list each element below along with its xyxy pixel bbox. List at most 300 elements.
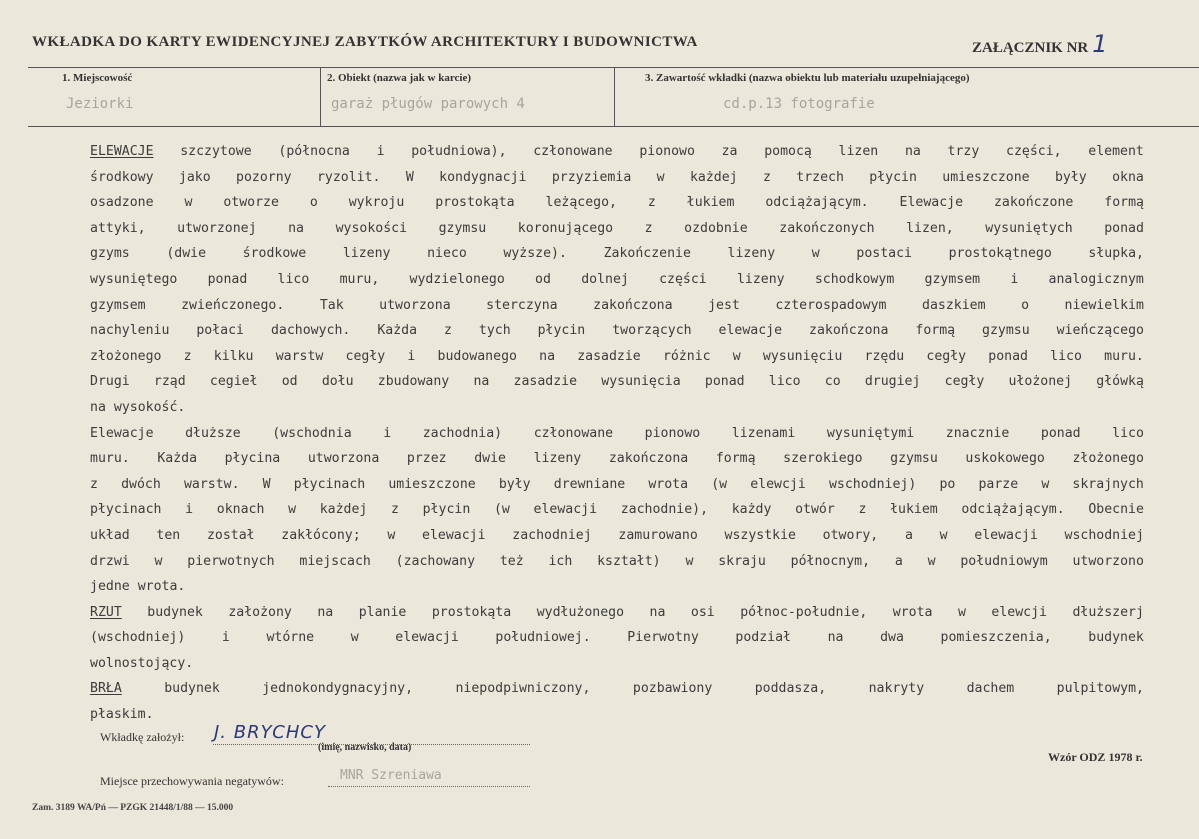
word: niewielkim — [1064, 297, 1144, 313]
word: każdej — [689, 169, 738, 185]
word: o — [1021, 297, 1030, 313]
word: lizeny — [727, 246, 776, 262]
word: północnym, — [790, 553, 871, 569]
text-line — [90, 600, 1144, 626]
word: założony — [228, 604, 292, 620]
word: trzy — [947, 144, 980, 159]
word: dwa — [880, 630, 904, 646]
text-line — [90, 344, 1144, 370]
word: Elewacje — [899, 195, 964, 211]
annex-label-text: ZAŁĄCZNIK NR — [972, 40, 1089, 56]
word: zakończone — [993, 195, 1074, 211]
word: oknach — [216, 502, 265, 518]
word: gzymsu — [982, 323, 1030, 339]
word: szerokiego — [783, 451, 863, 467]
word: skrajnych — [1072, 476, 1144, 492]
word: zakończona — [608, 451, 689, 467]
word: kilku — [213, 348, 254, 364]
word: dłuższerj — [1072, 604, 1144, 620]
word: były — [498, 476, 531, 492]
text-line — [90, 472, 1144, 498]
word: z — [647, 195, 656, 211]
word: (wschodnia — [272, 425, 352, 441]
word: na — [90, 399, 106, 415]
word: zachodnie), — [620, 502, 709, 518]
word: analogicznym — [1048, 271, 1144, 287]
word: gzymsem — [90, 297, 146, 313]
word: otworze — [223, 195, 279, 211]
word: części — [659, 271, 707, 287]
word: w — [811, 246, 820, 262]
word: zachodnia) — [422, 425, 503, 441]
word: Każda — [377, 323, 418, 339]
word: wydzielonego — [409, 271, 505, 287]
word: warstw — [275, 348, 324, 364]
text-line — [90, 446, 1144, 472]
word: ponad — [1104, 220, 1144, 236]
word: od — [281, 374, 298, 390]
word: Drugi — [90, 374, 130, 390]
word: południowej. — [495, 630, 591, 646]
word: schodkowym — [814, 271, 895, 287]
word: utworzono — [1072, 553, 1144, 569]
section-heading: ELEWACJE — [90, 144, 154, 159]
word: w — [387, 527, 396, 543]
word: postaci — [856, 246, 912, 262]
word: pulpitowym, — [1056, 681, 1144, 697]
word: na — [827, 630, 844, 646]
word: jest — [708, 297, 740, 313]
word: skraju — [718, 553, 766, 569]
word: zasadzie — [513, 374, 578, 390]
word: odciążającym. — [765, 195, 869, 211]
word: umieszczone — [942, 169, 1030, 185]
word: poddasza, — [754, 681, 827, 697]
word: wysuniętymi — [826, 425, 915, 441]
text-line — [90, 369, 1144, 395]
word: elewacje — [718, 323, 783, 339]
word: w — [288, 502, 297, 518]
word: wieńczącego — [1056, 323, 1144, 339]
word: na — [904, 144, 921, 159]
word: drewniane — [553, 476, 626, 492]
word: na — [539, 348, 556, 364]
word: osi — [690, 604, 715, 620]
word: trzech — [796, 169, 844, 185]
word: łukiem — [686, 195, 735, 211]
word: dachem — [966, 681, 1015, 697]
word: muru. — [1104, 348, 1144, 364]
word: też — [499, 553, 524, 569]
word: budowanego — [437, 348, 517, 364]
word: słupka, — [1088, 246, 1144, 262]
word: wrota — [648, 476, 689, 492]
word: z — [183, 348, 192, 364]
word: i — [383, 425, 392, 441]
text-line — [90, 293, 1144, 319]
word: cegieł — [209, 374, 258, 390]
word: płycin — [422, 502, 471, 518]
word: Każda — [157, 451, 198, 467]
word: formą — [1104, 195, 1144, 211]
word: szczytowe — [180, 144, 252, 159]
field-value: garaż pługów parowych 4 — [331, 96, 525, 112]
text-line — [90, 651, 1144, 677]
field-label: 2. Obiekt (nazwa jak w karcie) — [327, 72, 472, 84]
word: wysuniętych — [985, 220, 1073, 236]
word: ponad — [988, 348, 1028, 364]
word: co — [824, 374, 841, 390]
word: parze — [978, 476, 1019, 492]
word: na — [288, 220, 304, 236]
word: z — [858, 502, 867, 518]
word: muru. — [90, 451, 130, 467]
text-line — [90, 318, 1144, 344]
section-heading: BRŁA — [90, 681, 122, 697]
word: pomieszczenia, — [940, 630, 1052, 646]
word: attyki, — [90, 220, 146, 236]
word: dłuższe — [185, 425, 241, 441]
word: z — [391, 502, 399, 518]
author-label: Wkładkę założył: — [100, 730, 185, 744]
word: złożonego — [1072, 451, 1144, 467]
word: zbudowany — [377, 374, 450, 390]
word: elewacji — [533, 502, 598, 518]
word: łukiem — [890, 502, 938, 518]
word: daszkiem — [922, 297, 986, 313]
word: prostokąta — [431, 604, 512, 620]
word: otwory, — [822, 527, 879, 543]
word: budynek — [147, 604, 203, 620]
word: W — [262, 476, 271, 492]
word: zamurowano — [618, 527, 698, 543]
word: w — [732, 348, 741, 364]
word: i — [407, 348, 416, 364]
word: a — [894, 553, 903, 569]
description-text — [90, 139, 1144, 728]
word: dolnej — [581, 271, 629, 287]
word: gzyms — [90, 246, 130, 262]
word: ten — [156, 527, 181, 543]
word: kondygnacji — [439, 169, 527, 185]
word: dwie — [474, 451, 506, 467]
text-line — [90, 676, 1144, 702]
word: podział — [735, 630, 791, 646]
word: planie — [358, 604, 407, 620]
word: płycina — [224, 451, 281, 467]
word: tworzących — [612, 323, 692, 339]
word: o — [309, 195, 318, 211]
form-reference: Wzór ODZ 1978 r. — [1048, 750, 1143, 764]
word: w — [927, 553, 936, 569]
word: (zachowany — [395, 553, 476, 569]
text-line — [90, 216, 1144, 242]
word: jako — [178, 169, 211, 185]
word: wschodniej — [1064, 527, 1144, 543]
word: Pierwotny — [627, 630, 699, 646]
document-title: WKŁADKA DO KARTY EWIDENCYJNEJ ZABYTKÓW ARCHITEKTURY I BUDOWNICTWA — [32, 34, 698, 50]
word: południowa), — [411, 144, 507, 159]
word: w — [939, 527, 948, 543]
word: pomocą — [764, 144, 812, 159]
word: Elewacje — [90, 425, 154, 441]
author-sub-label: (imię, nazwisko, data) — [318, 742, 412, 753]
word: i — [221, 630, 230, 646]
word: za — [721, 144, 738, 159]
word: Obecnie — [1088, 502, 1144, 518]
word: prostokąta — [435, 195, 515, 211]
word: nachyleniu — [90, 323, 170, 339]
annex-number: 1 — [1092, 30, 1108, 58]
word: członowane — [533, 144, 613, 159]
word: drugiej — [864, 374, 921, 390]
word: wysunięcia — [601, 374, 681, 390]
word: każdy — [731, 502, 772, 518]
word: prostokątnego — [948, 246, 1052, 262]
word: układ — [90, 527, 130, 543]
text-line — [90, 549, 1144, 575]
word: z — [762, 169, 771, 185]
word: okna — [1112, 169, 1144, 185]
word: muru, — [339, 271, 380, 287]
word: rząd — [153, 374, 186, 390]
word: utworzonej — [177, 220, 257, 236]
word: zakończona — [593, 297, 673, 313]
text-line — [90, 421, 1144, 447]
word: zachodniej — [512, 527, 592, 543]
word: formą — [915, 323, 956, 339]
word: przyziemia — [551, 169, 632, 185]
word: niepodpiwniczony, — [455, 681, 591, 697]
word: w — [154, 553, 163, 569]
print-info: Zam. 3189 WA/Pń — PZGK 21448/1/88 — 15.000 — [32, 803, 234, 813]
word: w — [1041, 476, 1050, 492]
annex-label — [972, 30, 1108, 58]
text-line — [90, 267, 1144, 293]
word: (wschodniej) — [90, 630, 186, 646]
text-line — [90, 395, 1144, 421]
word: dachowych. — [270, 323, 351, 339]
word: południowym — [960, 553, 1048, 569]
text-line — [90, 139, 1144, 165]
word: połaci — [196, 323, 244, 339]
word: koronującego — [517, 220, 614, 236]
word: nieco — [427, 246, 467, 262]
word: znacznie — [945, 425, 1010, 441]
word: został — [206, 527, 255, 543]
word: odciążającym. — [961, 502, 1065, 518]
word: w — [656, 169, 665, 185]
word: umieszczone — [388, 476, 476, 492]
word: wysunięciu — [762, 348, 843, 364]
word: płaskim. — [90, 707, 154, 723]
word: drzwi — [90, 553, 130, 569]
header-fields — [28, 67, 1199, 127]
word: w — [685, 553, 694, 569]
text-line — [90, 190, 1144, 216]
word: wrota — [892, 604, 933, 620]
word: główką — [1096, 374, 1144, 390]
word: płycinach — [293, 476, 366, 492]
word: W — [405, 169, 414, 185]
word: różnic — [662, 348, 711, 364]
word: sterczyna — [486, 297, 558, 313]
word: wszystkie — [724, 527, 796, 543]
word: z — [443, 323, 452, 339]
word: ponad — [207, 271, 248, 287]
word: od — [535, 271, 551, 287]
word: i — [1010, 271, 1019, 287]
word: wydłużonego — [536, 604, 625, 620]
word: na — [473, 374, 490, 390]
word: i — [376, 144, 385, 159]
word: ponad — [1040, 425, 1081, 441]
word: lico — [1112, 425, 1144, 441]
word: lizen, — [906, 220, 954, 236]
field-value: cd.p.13 fotografie — [723, 96, 875, 112]
word: na — [649, 604, 666, 620]
word: gzymsem — [924, 271, 981, 287]
word: gzymsu — [890, 451, 938, 467]
word: i — [185, 502, 194, 518]
word: wykroju — [348, 195, 405, 211]
word: utworzona — [379, 297, 451, 313]
word: leżącego, — [545, 195, 617, 211]
word: jedne — [90, 579, 130, 595]
word: ich — [548, 553, 573, 569]
word: płycin — [869, 169, 917, 185]
word: lizeny — [533, 451, 582, 467]
word: wysokość. — [113, 399, 186, 415]
word: element — [1088, 144, 1144, 159]
word: płycinach — [90, 502, 162, 518]
word: elewacji — [422, 527, 486, 543]
field-locality — [28, 68, 320, 126]
word: elewacji — [395, 630, 459, 646]
word: lizenami — [731, 425, 796, 441]
word: Zakończenie — [603, 246, 691, 262]
word: gzymsu — [438, 220, 487, 236]
word: pionowo — [639, 144, 695, 159]
text-line — [90, 497, 1144, 523]
word: a — [904, 527, 913, 543]
word: lico — [277, 271, 310, 287]
word: otwór — [795, 502, 835, 518]
word: elewcji — [991, 604, 1047, 620]
word: zasadzie — [577, 348, 641, 364]
word: w — [957, 604, 966, 620]
word: płycin — [537, 323, 586, 339]
field-label: 1. Miejscowość — [62, 72, 133, 84]
author-signature: J. BRYCHCY — [214, 722, 326, 743]
word: elewacji — [974, 527, 1038, 543]
word: budynek — [1088, 630, 1144, 646]
word: północ-południe, — [740, 604, 868, 620]
word: warstw. — [183, 476, 240, 492]
word: lico — [1050, 348, 1082, 364]
word: wrota. — [137, 579, 186, 595]
word: (w — [493, 502, 510, 518]
word: dołu — [321, 374, 354, 390]
word: każdej — [319, 502, 368, 518]
word: pozbawiony — [632, 681, 713, 697]
word: (dwie — [166, 246, 207, 262]
word: formą — [715, 451, 756, 467]
word: na — [317, 604, 334, 620]
word: nakryty — [868, 681, 925, 697]
word: były — [1054, 169, 1087, 185]
word: wschodniej) — [828, 476, 917, 492]
word: miejscach — [299, 553, 371, 569]
negatives-label: Miejsce przechowywania negatywów: — [100, 774, 284, 788]
field-object — [320, 68, 615, 126]
word: z — [90, 476, 98, 492]
word: wysuniętego — [90, 271, 178, 287]
word: ułożonej — [1008, 374, 1073, 390]
word: (w — [711, 476, 728, 492]
word: środkowy — [90, 169, 154, 185]
word: osadzone — [90, 195, 154, 211]
word: dwóch — [121, 476, 161, 492]
word: złożonego — [90, 348, 162, 364]
word: cegły — [944, 374, 985, 390]
word: członowane — [533, 425, 614, 441]
negatives-dotted-line — [328, 786, 530, 787]
word: wyższe). — [503, 246, 567, 262]
word: ozdobnie — [684, 220, 748, 236]
word: lizeny — [736, 271, 785, 287]
word: lizeny — [342, 246, 391, 262]
word: elewcji — [750, 476, 806, 492]
word: (północna — [278, 144, 350, 159]
word: wolnostojący. — [90, 655, 194, 671]
negatives-value: MNR Szreniawa — [340, 768, 442, 783]
text-line — [90, 574, 1144, 600]
text-line — [90, 241, 1144, 267]
word: ryzolit. — [316, 169, 381, 185]
word: kształt) — [597, 553, 661, 569]
word: budynek — [164, 681, 220, 697]
word: cegły — [345, 348, 386, 364]
word: cegły — [926, 348, 967, 364]
word: pionowo — [644, 425, 701, 441]
word: w — [184, 195, 193, 211]
word: przez — [406, 451, 447, 467]
field-label: 3. Zawartość wkładki (nazwa obiektu lub materiału uzupełniającego) — [645, 72, 970, 84]
word: zwieńczonego. — [181, 297, 285, 313]
word: zakończona — [809, 323, 889, 339]
word: z — [644, 220, 653, 236]
word: rzędu — [864, 348, 905, 364]
word: ponad — [704, 374, 745, 390]
word: czterospadowym — [775, 297, 887, 313]
word: w — [350, 630, 359, 646]
field-value: Jeziorki — [66, 96, 134, 112]
word: utworzona — [307, 451, 380, 467]
text-line — [90, 625, 1144, 651]
word: wysokości — [335, 220, 408, 236]
text-line — [90, 523, 1144, 549]
word: jednokondygnacyjny, — [262, 681, 414, 697]
word: wtórne — [266, 630, 315, 646]
word: zakończonych — [779, 220, 875, 236]
word: zakłócony; — [281, 527, 361, 543]
word: środkowe — [242, 246, 307, 262]
word: po — [939, 476, 956, 492]
word: lizen — [838, 144, 879, 159]
section-heading: RZUT — [90, 604, 122, 620]
word: uskokowego — [965, 451, 1045, 467]
